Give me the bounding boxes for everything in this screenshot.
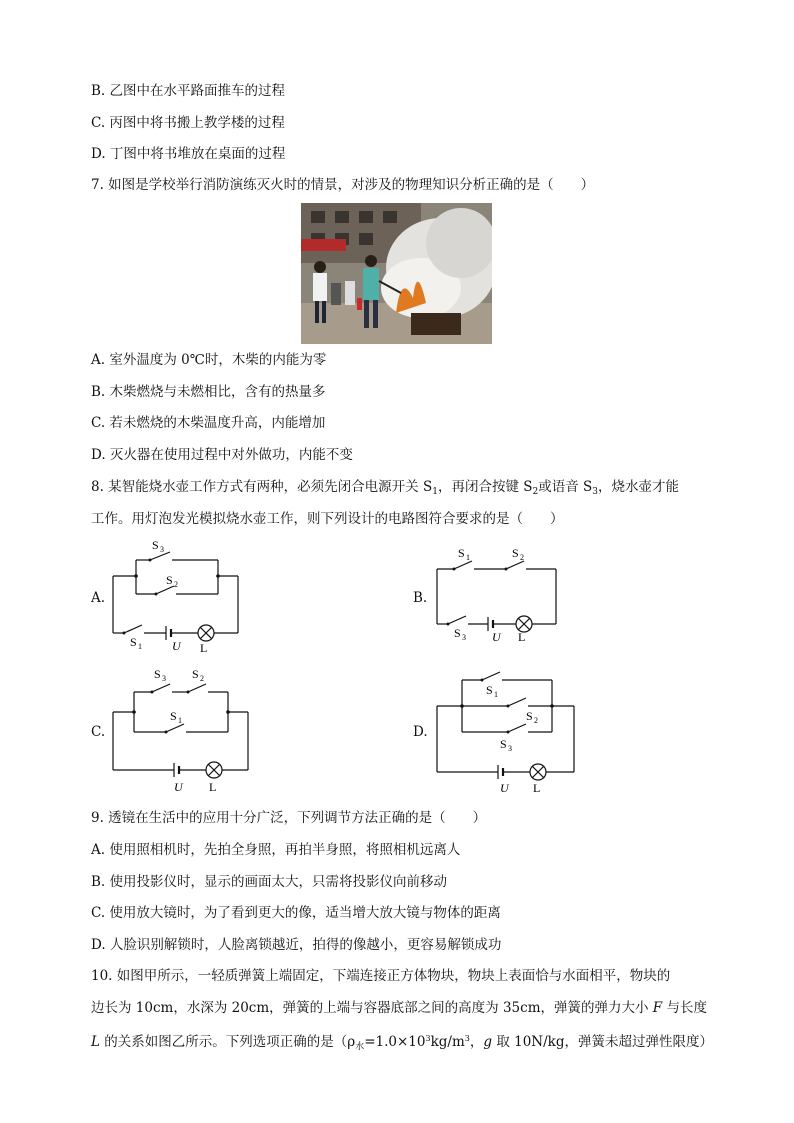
circuit-b-s2: S <box>512 546 519 560</box>
q9-option-d: D. 人脸识别解锁时，人脸离锁越近，拍得的像越小，更容易解锁成功 <box>91 937 502 953</box>
svg-text:2: 2 <box>534 716 538 725</box>
circuit-b-s3: S <box>454 626 461 640</box>
svg-text:1: 1 <box>466 553 470 562</box>
q7-option-a: A. 室外温度为 0℃时，木柴的内能为零 <box>91 352 327 368</box>
svg-text:3: 3 <box>508 744 512 753</box>
q8-stem-line1: 8. 某智能烧水壶工作方式有两种，必须先闭合电源开关 $S_1$，再闭合按键 $S_2$或语音 $S_3$，烧水壶才能 <box>91 479 680 497</box>
svg-text:1: 1 <box>178 716 182 725</box>
q7-option-b: B. 木柴燃烧与未燃相比，含有的热量多 <box>91 384 326 400</box>
circuit-c-s3: S <box>154 667 161 681</box>
circuit-c <box>108 664 258 796</box>
q10-stem-line3: L 的关系如图乙所示。下列选项正确的是（$\rho_水=1.0\times 10^3kg/m^3$，g 取 10N/kg，弹簧未超过弹性限度） <box>91 1034 713 1052</box>
q9-option-b: B. 使用投影仪时，显示的画面太大，只需将投影仪向前移动 <box>91 874 448 890</box>
circuit-c-s2: S <box>192 667 199 681</box>
fire-drill-photo <box>301 203 492 344</box>
q8-stem-line2: 工作。用灯泡发光模拟烧水壶工作，则下列设计的电路图符合要求的是（ ） <box>91 511 564 527</box>
circuit-a-s2: S <box>166 573 173 587</box>
circuit-d-u: U <box>500 781 509 795</box>
svg-text:3: 3 <box>462 633 466 642</box>
q6-option-b: B. 乙图中在水平路面推车的过程 <box>91 83 286 99</box>
circuit-b-u: U <box>492 630 501 644</box>
circuit-c-l: L <box>209 780 217 794</box>
svg-text:1: 1 <box>138 642 142 651</box>
circuit-d-s3: S <box>500 737 507 751</box>
circuit-c-u: U <box>174 780 183 794</box>
q10-stem-line2: 边长为 10cm，水深为 20cm，弹簧的上端与容器底部之间的高度为 35cm，弹簧的弹力大小 F 与长度 <box>91 1000 707 1016</box>
circuit-a-u: U <box>172 639 181 653</box>
circuit-b-label: B. <box>413 590 428 606</box>
circuit-b-s1: S <box>458 546 465 560</box>
svg-text:2: 2 <box>200 674 204 683</box>
q9-option-c: C. 使用放大镜时，为了看到更大的像，适当增大放大镜与物体的距离 <box>91 905 501 921</box>
circuit-b <box>432 545 562 645</box>
q6-option-c: C. 丙图中将书搬上教学楼的过程 <box>91 115 285 131</box>
q6-option-d: D. 丁图中将书堆放在桌面的过程 <box>91 146 286 162</box>
svg-text:2: 2 <box>174 580 178 589</box>
circuit-d-s1: S <box>486 683 493 697</box>
q9-stem: 9. 透镜在生活中的应用十分广泛，下列调节方法正确的是（ ） <box>91 810 487 826</box>
q7-stem: 7. 如图是学校举行消防演练灭火时的情景，对涉及的物理知识分析正确的是（ ） <box>91 177 595 193</box>
svg-text:3: 3 <box>160 545 164 554</box>
circuit-a <box>108 538 248 658</box>
svg-text:2: 2 <box>520 553 524 562</box>
q9-option-a: A. 使用照相机时，先拍全身照，再拍半身照，将照相机远离人 <box>91 842 461 858</box>
circuit-a-s3: S <box>152 538 159 552</box>
q7-option-c: C. 若未燃烧的木柴温度升高，内能增加 <box>91 415 326 431</box>
circuit-d-label: D. <box>413 724 428 740</box>
circuit-d <box>432 664 582 796</box>
svg-text:1: 1 <box>494 690 498 699</box>
circuit-a-s1: S <box>130 635 137 649</box>
circuit-a-l: L <box>200 641 208 655</box>
circuit-a-label: A. <box>91 590 106 606</box>
q10-stem-line1: 10. 如图甲所示，一轻质弹簧上端固定，下端连接正方体物块，物块上表面恰与水面相平，物块的 <box>91 968 671 984</box>
circuit-d-l: L <box>533 781 541 795</box>
circuit-c-label: C. <box>91 724 106 740</box>
circuit-c-s1: S <box>170 709 177 723</box>
circuit-b-l: L <box>518 630 526 644</box>
circuit-d-s2: S <box>526 709 533 723</box>
svg-text:3: 3 <box>162 674 166 683</box>
q7-option-d: D. 灭火器在使用过程中对外做功，内能不变 <box>91 447 353 463</box>
